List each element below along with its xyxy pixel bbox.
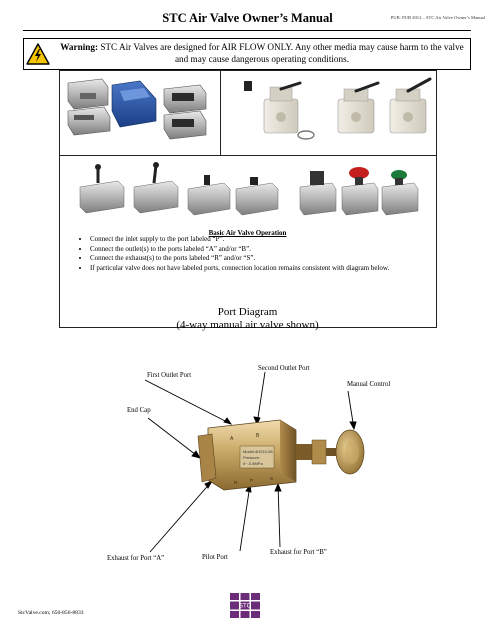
list-item: • If particular valve does not have labeled ports, connection location remains consistent with diagram below.: [90, 264, 430, 274]
publication-code: PUB: PUB 2012 – STC Air Valve Owner’s Manual: [390, 15, 485, 20]
page-title: STC Air Valve Owner’s Manual: [162, 11, 333, 25]
port-diagram-heading: [0, 306, 495, 332]
port-letter-a: A: [230, 436, 234, 442]
port-letter-p: P: [250, 478, 254, 483]
callout-pilot-port: Pilot Port: [202, 554, 228, 561]
callout-end-cap: End Cap: [127, 407, 151, 414]
list-item: • Connect the exhaust(s) to the ports labeled “R” and/or “S”.: [90, 254, 430, 264]
warning-message: STC Air Valves are designed for AIR FLOW ONLY. Any other media may cause harm to the valve and may cause dangerous operating conditions.: [98, 42, 464, 64]
warning-text: [56, 42, 468, 65]
port-letter-s: S: [270, 476, 274, 481]
rotary-valve-photo: [244, 79, 430, 139]
stc-logo: [227, 592, 263, 622]
valve-pressure-label: Pressure:: [243, 455, 261, 460]
list-item: • Connect the outlet(s) to the ports labeled “A” and/or “B”.: [90, 245, 430, 255]
valve-pressure-range: 0~-0.8MPa: [243, 461, 263, 466]
callout-manual-control: Manual Control: [347, 381, 391, 388]
callout-first-outlet: First Outlet Port: [147, 372, 192, 379]
header-rule: [23, 30, 471, 31]
callout-exhaust-a: Exhaust for Port “A”: [107, 555, 165, 562]
port-diagram-title: Port Diagram: [217, 306, 278, 318]
port-diagram-subtitle: (4-way manual air valve shown): [176, 319, 319, 331]
footer-contact: StcValve.com; 650-856-8833: [18, 610, 84, 616]
port-letter-b: B: [256, 433, 260, 439]
valve-body: [198, 420, 296, 490]
warning-label: Warning:: [60, 42, 99, 52]
electric-hazard-icon: [26, 43, 50, 65]
valve-model-label: Model:4H210-08: [243, 449, 273, 454]
valve-diagram: [90, 360, 410, 580]
operation-heading: Basic Air Valve Operation: [208, 229, 287, 237]
logo-text: STC: [239, 603, 251, 610]
callout-second-outlet: Second Outlet Port: [258, 365, 310, 372]
operation-steps: [78, 235, 430, 273]
port-letter-r: R: [234, 480, 238, 485]
callout-exhaust-b: Exhaust for Port “B”: [270, 549, 327, 556]
manual-control-knob: [296, 430, 364, 474]
manual-valve-row-photo: [80, 162, 418, 215]
pedal-valve-photo: [68, 79, 206, 139]
list-item: • Connect the inlet supply to the port labeled “P”.: [90, 235, 430, 245]
product-photos: [60, 71, 436, 227]
